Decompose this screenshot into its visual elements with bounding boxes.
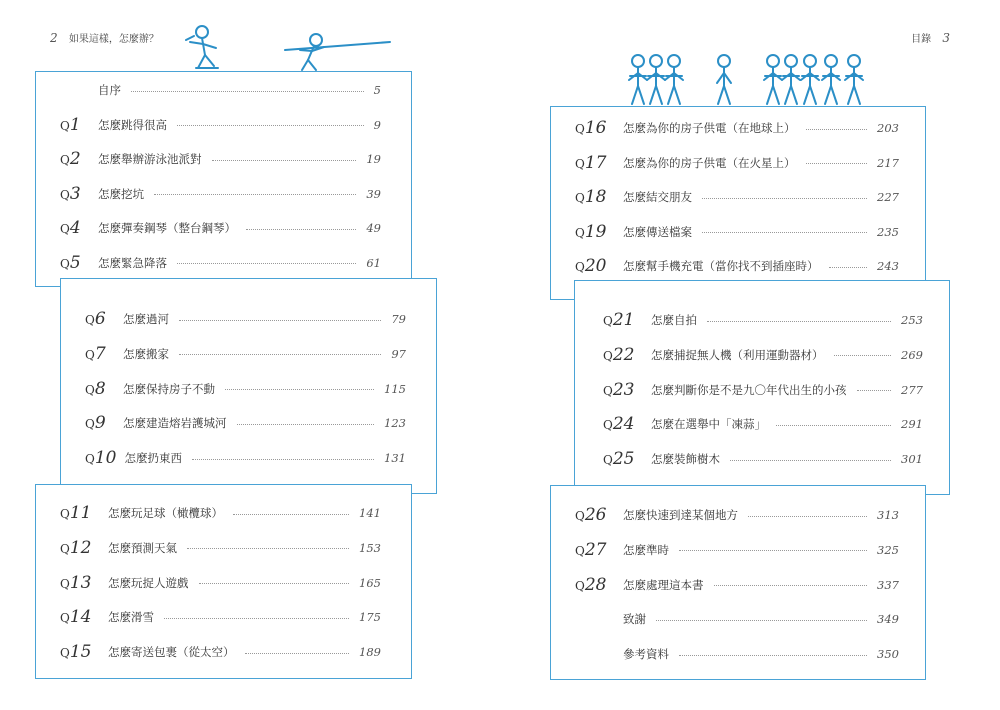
question-prefix: Q: [60, 222, 70, 236]
question-prefix: Q: [85, 452, 95, 467]
toc-entry[interactable]: [36, 216, 411, 240]
toc-entry-title: 怎麼準時: [623, 542, 669, 557]
dot-leader: [246, 229, 356, 230]
question-index: 12: [69, 537, 92, 558]
right-page-number: 3: [942, 31, 950, 45]
question-index: 19: [584, 221, 607, 242]
toc-entry-page: 9: [373, 117, 381, 132]
toc-group-1: [550, 106, 926, 300]
toc-entry-title: 怎麼扔東西: [124, 451, 182, 466]
question-index: 16: [584, 118, 607, 138]
question-prefix: Q: [575, 225, 585, 240]
toc-entry[interactable]: [61, 446, 436, 470]
question-number: [575, 256, 615, 276]
question-index: 24: [612, 414, 635, 435]
question-index: 10: [94, 448, 117, 469]
toc-entry-title: 怎麼處理這本書: [623, 577, 704, 592]
dot-leader: [179, 354, 381, 355]
right-page-header: [911, 30, 950, 45]
question-number: [60, 115, 90, 135]
dot-leader: [164, 618, 349, 619]
toc-entry-title: 怎麼捕捉無人機（利用運動器材）: [651, 347, 824, 362]
question-index: 7: [94, 343, 106, 364]
question-prefix: Q: [603, 348, 613, 363]
question-number: [60, 218, 90, 238]
question-prefix: Q: [575, 543, 585, 558]
toc-entry-page: 141: [359, 506, 381, 520]
question-number: [60, 538, 100, 558]
toc-entry-title: 怎麼判斷你是不是九〇年代出生的小孩: [651, 382, 847, 397]
dot-leader: [702, 198, 867, 199]
question-number: [85, 413, 115, 433]
toc-entry[interactable]: [551, 573, 925, 597]
toc-entry-title: 怎麼跳得很高: [98, 117, 167, 132]
question-prefix: Q: [60, 118, 70, 133]
question-index: 28: [584, 574, 607, 595]
left-page-number: 2: [50, 31, 58, 45]
question-prefix: Q: [60, 611, 70, 626]
question-index: 18: [584, 187, 607, 207]
question-number: [60, 503, 100, 523]
toc-entry[interactable]: [36, 78, 411, 102]
toc-entry[interactable]: [36, 640, 411, 664]
question-index: 21: [612, 310, 635, 330]
question-prefix: Q: [85, 347, 95, 362]
toc-entry-title: 怎麼過河: [123, 312, 169, 326]
toc-entry[interactable]: [61, 377, 436, 401]
toc-entry-page: 291: [901, 417, 923, 432]
toc-entry-title: 怎麼預測天氣: [108, 540, 177, 555]
toc-entry[interactable]: [36, 251, 411, 275]
toc-entry[interactable]: [36, 113, 411, 137]
toc-entry-page: 217: [877, 155, 899, 170]
dot-leader: [730, 460, 891, 461]
dot-leader: [748, 516, 867, 517]
toc-entry-page: 277: [901, 382, 923, 397]
question-number: [603, 449, 643, 469]
dot-leader: [179, 320, 381, 321]
toc-entry-page: 39: [366, 186, 381, 201]
toc-entry-title: 怎麼搬家: [123, 346, 169, 361]
question-prefix: Q: [60, 187, 70, 202]
question-index: 27: [584, 539, 607, 560]
toc-entry-title: 怎麼彈奏鋼琴（整台鋼琴）: [98, 221, 236, 235]
dot-leader: [245, 653, 350, 654]
toc-group-2: [574, 280, 950, 495]
toc-entry[interactable]: [575, 378, 949, 402]
question-index: 26: [584, 505, 607, 525]
toc-entry-page: 325: [877, 542, 899, 557]
toc-entry-page: 203: [877, 121, 899, 135]
toc-entry-page: 115: [384, 381, 406, 396]
question-index: 22: [612, 344, 635, 365]
toc-entry-page: 235: [877, 224, 899, 239]
dot-leader: [806, 129, 868, 130]
toc-entry-page: 165: [359, 575, 381, 590]
toc-entry-title: 怎麼傳送檔案: [623, 224, 692, 239]
question-number: [60, 253, 90, 273]
toc-entry[interactable]: [61, 411, 436, 435]
question-index: 2: [69, 149, 81, 169]
toc-entry[interactable]: [575, 447, 949, 471]
toc-entry[interactable]: [61, 307, 436, 331]
toc-entry-title: 怎麼緊急降落: [98, 255, 167, 270]
question-number: [85, 309, 115, 329]
right-page-running-title: 目錄: [911, 34, 932, 45]
question-index: 15: [69, 642, 92, 663]
dot-leader: [237, 424, 375, 425]
question-number: [603, 345, 643, 365]
question-number: [60, 607, 100, 627]
toc-entry-title: 怎麼在選舉中「凍蒜」: [651, 417, 766, 432]
dot-leader: [679, 550, 867, 551]
question-number: [60, 573, 100, 593]
question-number: [85, 344, 115, 364]
question-prefix: Q: [60, 256, 70, 271]
question-prefix: Q: [575, 122, 585, 136]
toc-entry-page: 301: [901, 452, 923, 467]
toc-entry[interactable]: [36, 536, 411, 560]
dot-leader: [834, 355, 892, 356]
dot-leader: [656, 620, 867, 621]
toc-group-2: [60, 278, 437, 494]
toc-entry[interactable]: [551, 220, 925, 244]
toc-entry[interactable]: [36, 571, 411, 595]
dot-leader: [714, 585, 868, 586]
left-page-header: [50, 30, 159, 45]
toc-entry-page: 97: [391, 346, 406, 361]
toc-entry-title: 怎麼舉辦游泳池派對: [98, 152, 202, 166]
toc-entry[interactable]: [551, 538, 925, 562]
dot-leader: [702, 232, 867, 233]
toc-entry-page: 175: [359, 610, 381, 625]
toc-group-3: [35, 484, 412, 679]
toc-entry-page: 189: [359, 645, 381, 660]
question-prefix: Q: [603, 383, 613, 398]
toc-entry-page: 79: [391, 312, 406, 326]
question-prefix: Q: [575, 191, 585, 205]
question-number: [603, 380, 643, 400]
dot-leader: [679, 655, 867, 656]
toc-entry-page: 131: [384, 451, 406, 466]
toc-entry[interactable]: [36, 182, 411, 206]
question-number: [85, 448, 116, 468]
question-index: 6: [94, 309, 106, 329]
question-number: [575, 118, 615, 138]
right-page: [500, 0, 1000, 710]
question-prefix: Q: [603, 314, 613, 328]
question-number: [575, 153, 615, 173]
question-index: 20: [584, 256, 607, 276]
question-prefix: Q: [603, 418, 613, 433]
toc-entry[interactable]: [551, 254, 925, 278]
toc-entry[interactable]: [551, 642, 925, 666]
dot-leader: [233, 514, 349, 515]
question-prefix: Q: [60, 153, 70, 167]
toc-entry-page: 153: [359, 540, 381, 555]
toc-entry[interactable]: [61, 342, 436, 366]
question-number: [575, 222, 615, 242]
dot-leader: [225, 389, 374, 390]
toc-entry-title: 怎麼保持房子不動: [123, 381, 215, 396]
toc-entry[interactable]: [36, 605, 411, 629]
dot-leader: [187, 548, 349, 549]
toc-entry[interactable]: [551, 151, 925, 175]
question-number: [60, 184, 90, 204]
question-prefix: Q: [85, 313, 95, 327]
question-index: 8: [94, 378, 106, 399]
dot-leader: [199, 583, 350, 584]
question-index: 4: [69, 218, 81, 238]
question-prefix: Q: [60, 507, 70, 521]
dot-leader: [212, 160, 357, 161]
question-index: 11: [69, 503, 92, 523]
stick-figure-pole-vault-icon: [285, 34, 390, 70]
toc-entry[interactable]: [551, 503, 925, 527]
toc-entry-page: 313: [877, 508, 899, 522]
toc-entry-title: 怎麼挖坑: [98, 186, 144, 201]
toc-entry-page: 49: [366, 221, 381, 235]
question-number: [85, 379, 115, 399]
question-prefix: Q: [575, 509, 585, 523]
toc-group-1: [35, 71, 412, 287]
toc-entry-title: 自序: [98, 83, 121, 97]
toc-entry-title: 怎麼滑雪: [108, 610, 154, 625]
question-number: [60, 642, 100, 662]
toc-entry[interactable]: [575, 308, 949, 332]
toc-entry-title: 怎麼快速到達某個地方: [623, 508, 738, 522]
toc-entry-page: 61: [366, 255, 381, 270]
dot-leader: [707, 321, 891, 322]
question-prefix: Q: [575, 578, 585, 593]
left-page-running-title: 如果這樣，怎麼辦？: [68, 34, 159, 45]
toc-entry-page: 349: [877, 612, 899, 627]
question-index: 17: [584, 152, 607, 173]
question-prefix: Q: [85, 417, 95, 432]
stick-figure-jumping-icon: [180, 20, 400, 75]
toc-entry[interactable]: [551, 116, 925, 140]
toc-entry[interactable]: [36, 147, 411, 171]
question-index: 13: [69, 572, 92, 593]
toc-entry-title: 怎麼裝飾樹木: [651, 452, 720, 467]
question-prefix: Q: [60, 541, 70, 556]
question-index: 3: [69, 183, 81, 204]
toc-entry-title: 怎麼玩捉人遊戲: [108, 575, 189, 590]
dot-leader: [177, 263, 356, 264]
toc-entry-page: 227: [877, 190, 899, 204]
question-prefix: Q: [60, 576, 70, 591]
question-number: [575, 187, 615, 207]
dot-leader: [154, 194, 356, 195]
toc-entry[interactable]: [575, 412, 949, 436]
question-prefix: Q: [85, 382, 95, 397]
toc-entry-title: 怎麼結交朋友: [623, 190, 692, 204]
toc-entry-page: 5: [373, 83, 381, 97]
question-prefix: Q: [575, 260, 585, 274]
stick-figures-crowd-icon: [618, 50, 878, 106]
toc-entry-title: 致謝: [623, 612, 646, 627]
question-prefix: Q: [575, 156, 585, 171]
toc-entry-page: 350: [877, 647, 899, 662]
question-number: [603, 310, 643, 330]
question-number: [603, 414, 643, 434]
dot-leader: [776, 425, 891, 426]
dot-leader: [806, 163, 868, 164]
toc-entry-page: 243: [877, 259, 899, 273]
toc-entry-page: 123: [384, 416, 406, 431]
toc-entry[interactable]: [575, 343, 949, 367]
dot-leader: [829, 267, 868, 268]
question-prefix: Q: [603, 453, 613, 468]
toc-entry[interactable]: [551, 185, 925, 209]
question-index: 1: [69, 114, 81, 135]
question-index: 23: [612, 379, 635, 400]
toc-entry[interactable]: [551, 607, 925, 631]
toc-entry-page: 337: [877, 577, 899, 592]
dot-leader: [857, 390, 892, 391]
question-number: [575, 540, 615, 560]
toc-entry-title: 怎麼自拍: [651, 313, 697, 327]
question-index: 5: [69, 252, 81, 273]
dot-leader: [131, 91, 364, 92]
question-prefix: Q: [60, 646, 70, 661]
toc-entry[interactable]: [36, 501, 411, 525]
question-number: [60, 149, 90, 169]
toc-entry-title: 怎麼幫手機充電（當你找不到插座時）: [623, 259, 819, 273]
toc-entry-title: 參考資料: [623, 647, 669, 662]
toc-entry-page: 269: [901, 347, 923, 362]
dot-leader: [192, 459, 374, 460]
dot-leader: [177, 125, 364, 126]
toc-entry-title: 怎麼建造熔岩護城河: [123, 416, 227, 431]
question-index: 25: [612, 449, 635, 470]
question-number: [575, 575, 615, 595]
question-index: 9: [94, 413, 106, 434]
toc-entry-page: 253: [901, 313, 923, 327]
question-number: [575, 505, 615, 525]
toc-entry-page: 19: [366, 152, 381, 166]
toc-entry-title: 怎麼為你的房子供電（在火星上）: [623, 155, 796, 170]
toc-group-3: [550, 485, 926, 680]
toc-entry-title: 怎麼玩足球（橄欖球）: [108, 506, 223, 520]
question-index: 14: [69, 607, 92, 628]
toc-entry-title: 怎麼寄送包裹（從太空）: [108, 645, 235, 660]
toc-entry-title: 怎麼為你的房子供電（在地球上）: [623, 121, 796, 135]
